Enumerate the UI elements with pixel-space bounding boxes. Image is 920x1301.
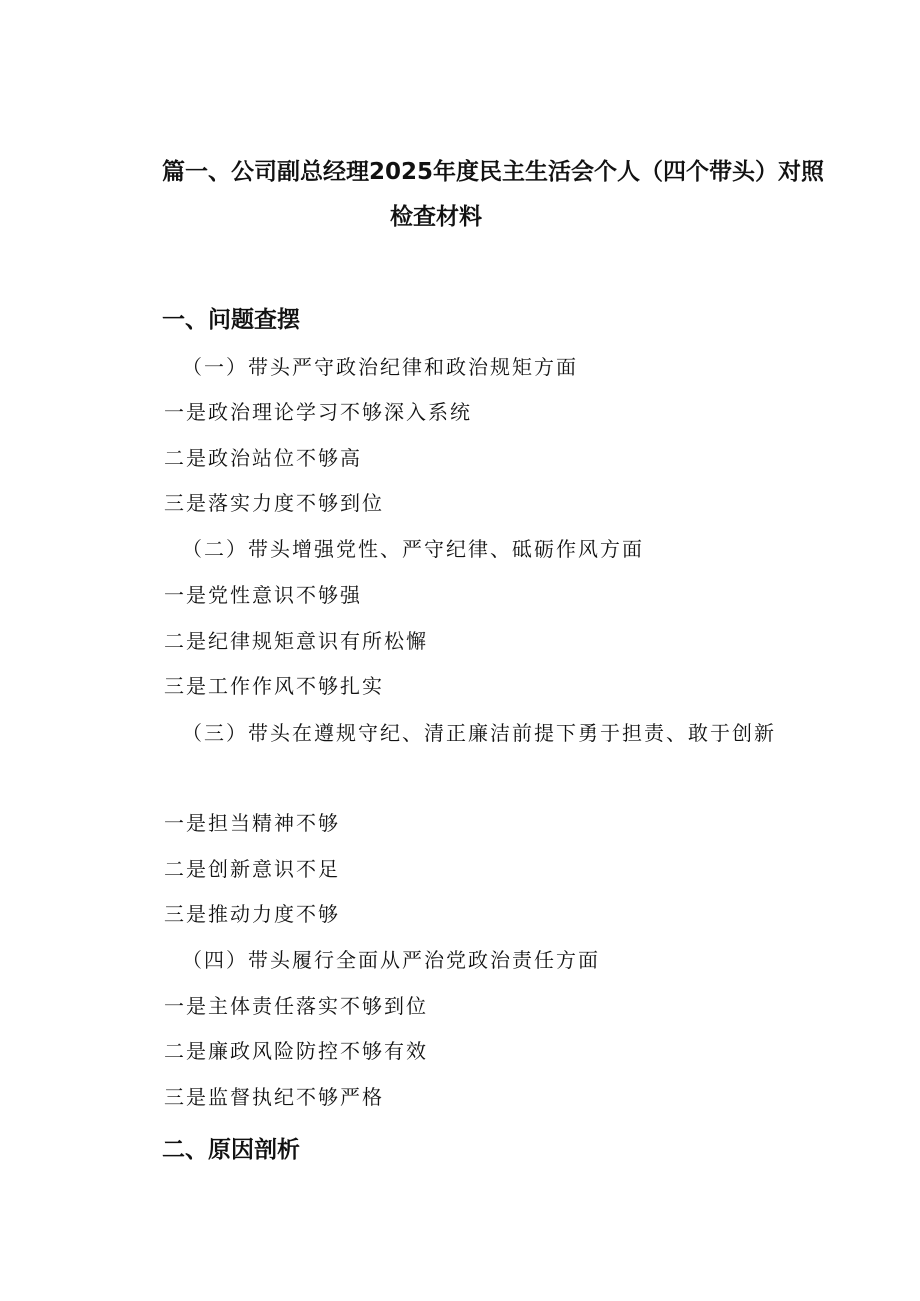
document-title-line-2: 检查材料	[390, 204, 482, 230]
section-heading-problems: 一、问题查摆	[162, 307, 300, 333]
list-item: 一是担当精神不够	[164, 811, 340, 835]
list-item: 一是主体责任落实不够到位	[164, 994, 428, 1018]
list-item: 二是纪律规矩意识有所松懈	[164, 629, 428, 653]
list-item: 一是党性意识不够强	[164, 583, 362, 607]
subsection-heading-3: （三）带头在遵规守纪、清正廉洁前提下勇于担责、敢于创新	[182, 721, 776, 745]
list-item: 三是落实力度不够到位	[164, 491, 384, 515]
subsection-heading-2: （二）带头增强党性、严守纪律、砥砺作风方面	[182, 537, 644, 561]
list-item: 一是政治理论学习不够深入系统	[164, 400, 472, 424]
list-item: 二是创新意识不足	[164, 857, 340, 881]
list-item: 三是工作作风不够扎实	[164, 674, 384, 698]
subsection-heading-1: （一）带头严守政治纪律和政治规矩方面	[182, 355, 578, 379]
subsection-heading-4: （四）带头履行全面从严治党政治责任方面	[182, 948, 600, 972]
list-item: 三是监督执纪不够严格	[164, 1085, 384, 1109]
list-item: 二是政治站位不够高	[164, 446, 362, 470]
section-heading-causes: 二、原因剖析	[162, 1137, 300, 1163]
list-item: 二是廉政风险防控不够有效	[164, 1039, 428, 1063]
list-item: 三是推动力度不够	[164, 902, 340, 926]
document-title-line-1: 篇一、公司副总经理2025年度民主生活会个人（四个带头）对照	[162, 159, 825, 185]
